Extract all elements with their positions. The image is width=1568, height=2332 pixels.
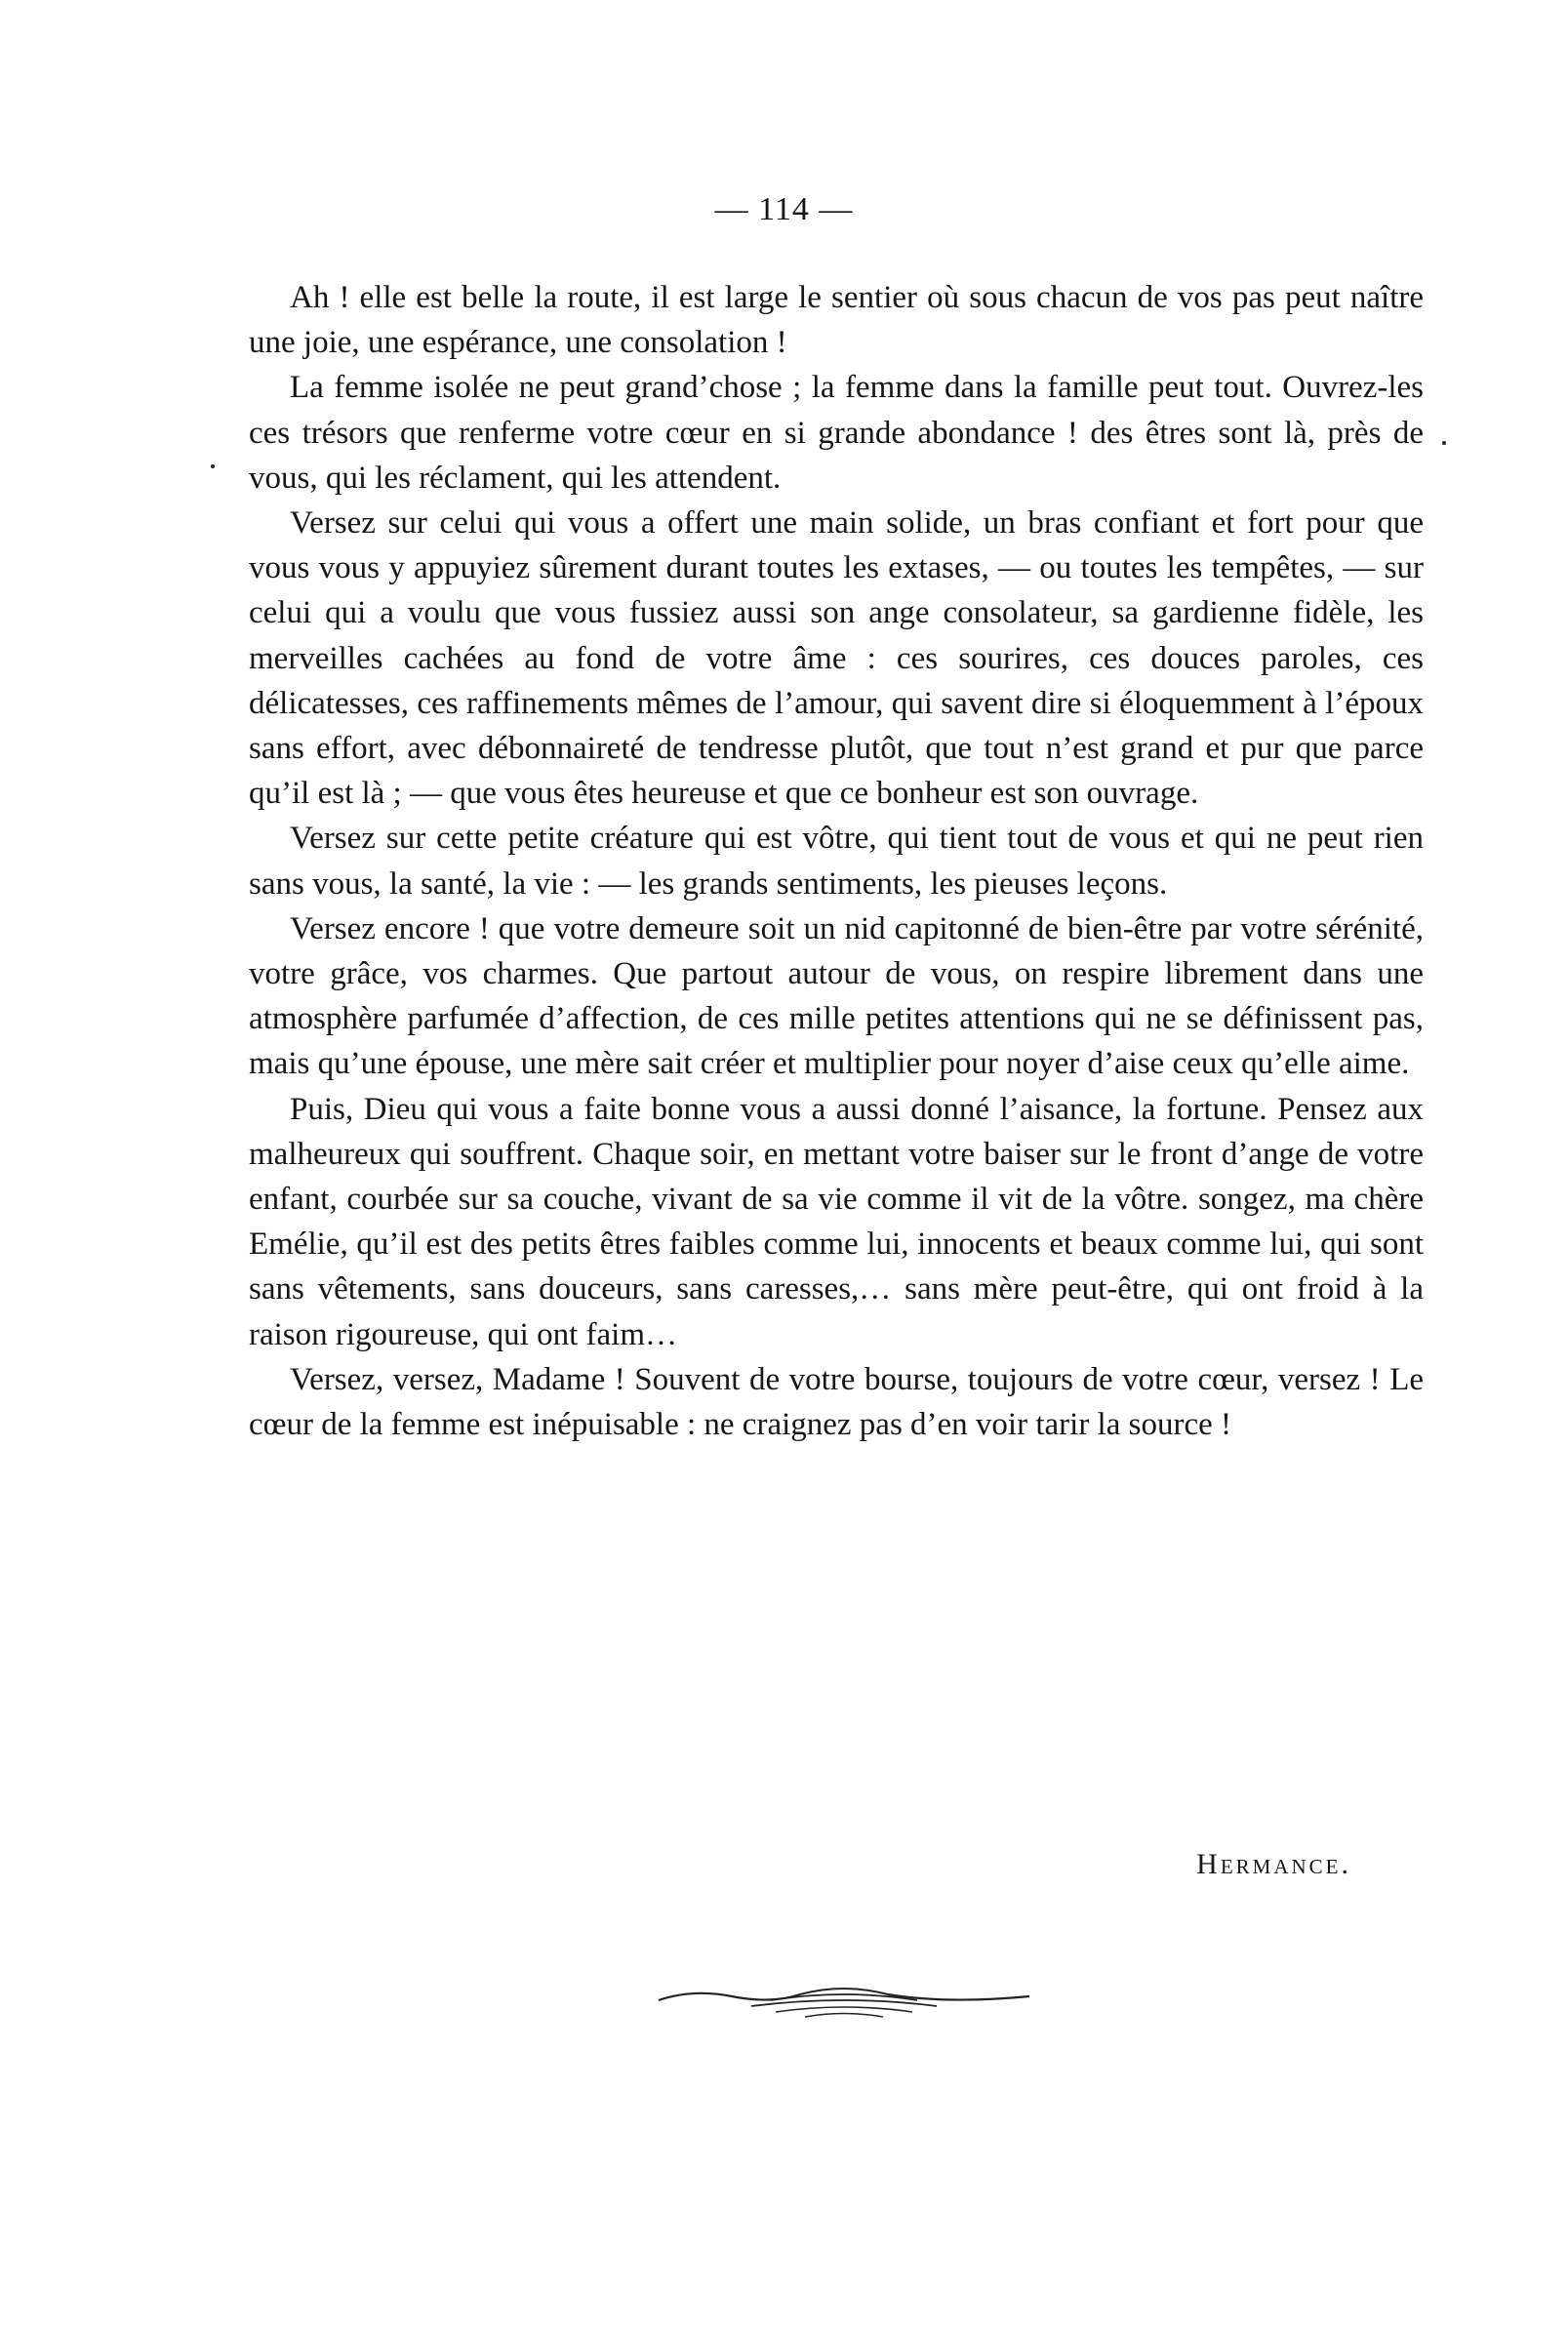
page-number: — 114 — [714,191,854,227]
print-speck [211,464,215,468]
paragraph: Versez sur cette petite créature qui est vôtre, qui tient tout de vous et qui ne peut rien sans vous, la santé, la vie : — les grands sentiments, les pieuses leçons. [249,821,1424,902]
author-signature: Hermance. [1196,1848,1351,1880]
wave-ornament [654,1981,1034,2020]
body-text [249,275,1424,1447]
paragraph: Versez encore ! que votre demeure soit un nid capitonné de bien-être par votre sérénité, votre grâce, vos charmes. Que partout autour de vous, on respire librement dans une atmosphère parfumée d’affection, de ces mille petites attentions qui ne se définissent pas, mais qu’une épouse, une mère sait créer et multiplier pour noyer d’aise ceux qu’elle aime. [249,910,1424,1082]
paragraph: La femme isolée ne peut grand’chose ; la femme dans la famille peut tout. Ouvrez-les ces trésors que renferme votre cœur en si grande abondance ! des êtres sont là, près de vous, qui les réclament, qui les attendent. [249,370,1424,496]
paragraph: Puis, Dieu qui vous a faite bonne vous a aussi donné l’aisance, la fortune. Pensez aux malheureux qui souffrent. Chaque soir, en mettant votre baiser sur le front d’ange de votre enfant, courbée sur sa couche, vivant de sa vie comme il vit de la vôtre. songez, ma chère Emélie, qu’il est des petits êtres faibles comme lui, innocents et beaux comme lui, qui sont sans vêtements, sans douceurs, sans caresses,… sans mère peut-être, qui ont froid à la raison rigoureuse, qui ont faim… [249,1091,1424,1352]
print-speck [1442,441,1446,445]
paragraph: Versez sur celui qui vous a offert une main solide, un bras confiant et fort pour que vous vous y appuyiez sûrement durant toutes les extases, — ou toutes les tempêtes, — sur celui qui a voulu que vous fussiez aussi son ange consolateur, sa gardienne fidèle, les merveilles cachées au fond de votre âme : ces sourires, ces douces paroles, ces délicatesses, ces raffinements mêmes de l’amour, qui savent dire si éloquemment à l’époux sans effort, avec débonnaireté de tendresse plutôt, que tout n’est grand et pur que parce qu’il est là ; — que vous êtes heureuse et que ce bonheur est son ouvrage. [249,505,1424,812]
paragraph: Ah ! elle est belle la route, il est large le sentier où sous chacun de vos pas peut naître une joie, une espérance, une consolation ! [249,280,1424,361]
paragraph: Versez, versez, Madame ! Souvent de votre bourse, toujours de votre cœur, versez ! Le cœur de la femme est inépuisable : ne craignez pas d’en voir tarir la source ! [249,1361,1424,1443]
